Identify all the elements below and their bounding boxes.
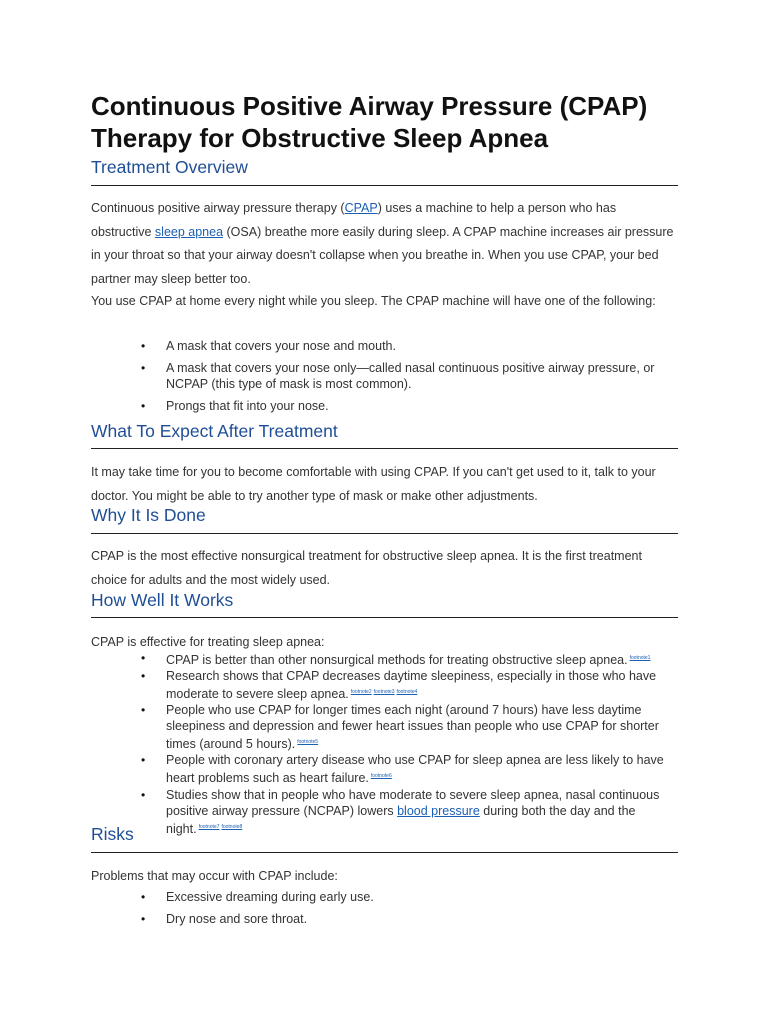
- cpap-link[interactable]: CPAP: [344, 201, 378, 215]
- footnote-link[interactable]: footnote2: [350, 689, 372, 696]
- blood-pressure-link[interactable]: blood pressure: [397, 803, 480, 818]
- overview-paragraph-2: You use CPAP at home every night while you sleep. The CPAP machine will have one of the following:: [91, 294, 656, 308]
- page-title: Continuous Positive Airway Pressure (CPAP) Therapy for Obstructive Sleep Apnea: [91, 91, 648, 153]
- overview-text-2: ) uses a machine to help a person who has obstructive: [91, 201, 617, 239]
- section-heading-treatment-overview: Treatment Overview: [91, 157, 248, 177]
- mask-options-list: [91, 338, 679, 414]
- footnote-link[interactable]: footnote6: [370, 773, 392, 780]
- footnote-link[interactable]: footnote7: [198, 823, 220, 830]
- list-item-text: Studies show that in people who have moderate to severe sleep apnea, nasal continuous positive airway pressure (NCPAP) lowers: [166, 787, 660, 818]
- overview-text-3: (OSA) breathe more easily during sleep. A CPAP machine increases air pressure in your throat so that your airway doesn't collapse when you breathe in. When you use CPAP, your bed partner may sleep better too.: [91, 224, 674, 286]
- list-item-text: People with coronary artery disease who use CPAP for sleep apnea are less likely to have heart problems such as heart failure.: [166, 753, 664, 786]
- list-item: • Excessive dreaming during early use.: [91, 889, 679, 905]
- list-item: [91, 650, 679, 668]
- effectiveness-list: [91, 650, 679, 837]
- risks-intro: Problems that may occur with CPAP include:: [91, 869, 338, 883]
- footnote-link[interactable]: footnote5: [297, 739, 319, 746]
- list-item-text: CPAP is better than other nonsurgical methods for treating obstructive sleep apnea.: [166, 653, 628, 668]
- list-item: [91, 787, 679, 837]
- why-paragraph: CPAP is the most effective nonsurgical treatment for obstructive sleep apnea. It is the first treatment choice for adults and the most widely used.: [91, 549, 642, 587]
- section-heading-why-it-is-done: Why It Is Done: [91, 505, 206, 525]
- section-divider: [91, 617, 678, 618]
- overview-text-1: Continuous positive airway pressure therapy (: [91, 201, 345, 215]
- list-item: [91, 668, 679, 702]
- section-heading-how-well-it-works: How Well It Works: [91, 590, 234, 610]
- section-heading-what-to-expect: What To Expect After Treatment: [91, 421, 338, 441]
- section-heading-risks: Risks: [91, 824, 134, 844]
- how-intro: CPAP is effective for treating sleep apnea:: [91, 635, 325, 649]
- expect-paragraph: It may take time for you to become comfortable with using CPAP. If you can't get used to it, talk to your doctor. You might be able to try another type of mask or make other adjustments.: [91, 465, 656, 503]
- list-item-text: People who use CPAP for longer times each night (around 7 hours) have less daytime sleepiness and depression and fewer heart issues than people who use CPAP for shorter times (around 5 hours).: [166, 703, 659, 752]
- list-item: [91, 752, 679, 786]
- list-item: • Dry nose and sore throat.: [91, 911, 679, 927]
- section-divider: [91, 185, 678, 186]
- list-item: • A mask that covers your nose only—called nasal continuous positive airway pressure, or NCPAP (this type of mask is most common).: [91, 360, 679, 392]
- footnote-link[interactable]: footnote3: [373, 689, 395, 696]
- section-divider: [91, 533, 678, 534]
- risks-list: [91, 889, 679, 927]
- section-divider: [91, 852, 678, 853]
- list-item: • Prongs that fit into your nose.: [91, 398, 679, 414]
- list-item: • A mask that covers your nose and mouth.: [91, 338, 679, 354]
- section-divider: [91, 448, 678, 449]
- footnote-link[interactable]: footnote4: [396, 689, 418, 696]
- list-item-text: during both the day and the night.: [166, 803, 636, 836]
- footnote-link[interactable]: footnote1: [629, 655, 651, 661]
- sleep-apnea-link[interactable]: sleep apnea: [154, 224, 224, 239]
- list-item: [91, 702, 679, 752]
- footnote-link[interactable]: footnote8: [221, 823, 243, 830]
- list-item-text: Research shows that CPAP decreases daytime sleepiness, especially in those who have moderate to severe sleep apnea.: [166, 669, 657, 702]
- overview-paragraph-1: [91, 197, 679, 291]
